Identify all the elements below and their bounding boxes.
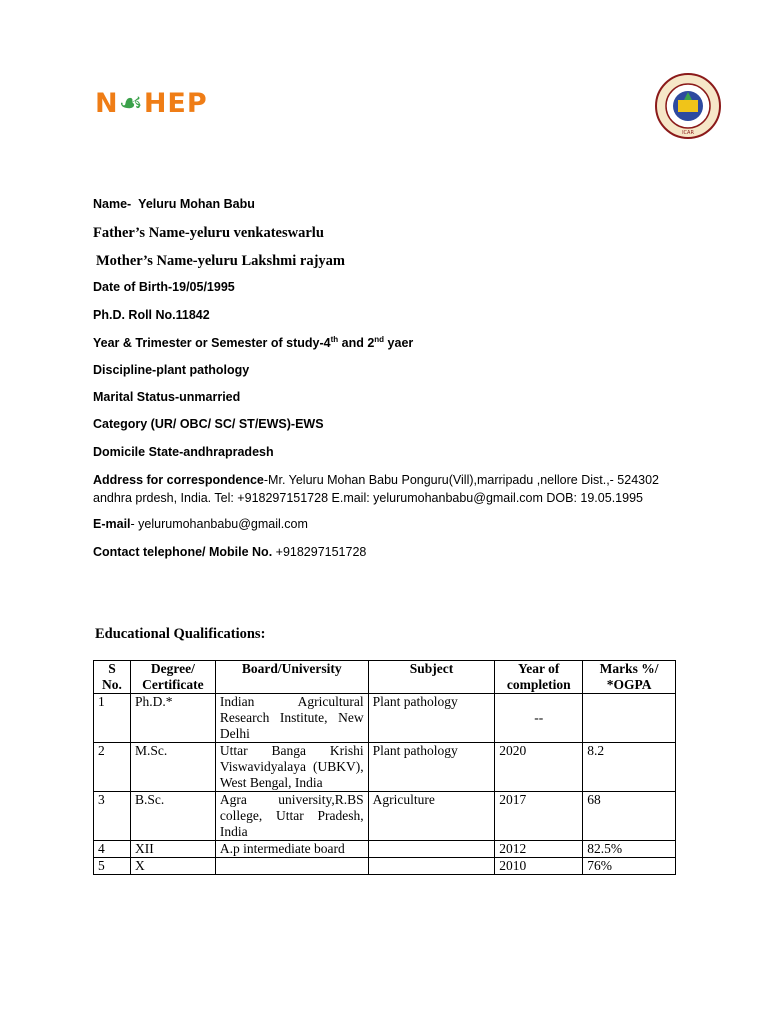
name-value: Yeluru Mohan Babu xyxy=(138,197,255,211)
cell-board: Uttar Banga Krishi Viswavidyalaya (UBKV), West Bengal, India xyxy=(215,743,368,792)
cell-degree: Ph.D.* xyxy=(130,694,215,743)
phone-label: Contact telephone/ Mobile No. xyxy=(93,545,273,559)
phone-value: +918297151728 xyxy=(272,545,367,559)
cell-marks: 82.5% xyxy=(583,841,676,858)
header-marks: Marks %/ *OGPA xyxy=(583,661,676,694)
header-subject: Subject xyxy=(368,661,495,694)
table-header-row xyxy=(94,661,676,694)
date-of-birth: Date of Birth-19/05/1995 xyxy=(93,280,235,294)
table-row xyxy=(94,792,676,841)
header-board: Board/University xyxy=(215,661,368,694)
discipline: Discipline-plant pathology xyxy=(93,363,250,377)
father-name: Father’s Name-yeluru venkateswarlu xyxy=(93,225,324,241)
cell-sno: 4 xyxy=(94,841,131,858)
nahep-logo: N☙HEP xyxy=(95,88,208,119)
cell-year: 2010 xyxy=(495,858,583,875)
category: Category (UR/ OBC/ SC/ ST/EWS)-EWS xyxy=(93,417,324,431)
mother-name: Mother’s Name-yeluru Lakshmi rajyam xyxy=(96,253,346,269)
cell-subject: Agriculture xyxy=(368,792,495,841)
cell-marks: 68 xyxy=(583,792,676,841)
address-label: Address for correspondence xyxy=(93,473,264,487)
address-value: -Mr. Yeluru Mohan Babu Ponguru(Vill),marripadu ,nellore Dist.,- 524302 andhra prdesh, India. Tel: +918297151728 E.mail: yelurumohanbabu@gmail.com DOB: 19.05.1995 xyxy=(93,473,660,505)
phd-roll-number: Ph.D. Roll No.11842 xyxy=(93,308,210,322)
cell-subject xyxy=(368,841,495,858)
email-value: - yelurumohanbabu@gmail.com xyxy=(130,517,308,531)
name-label: Name- xyxy=(93,197,132,211)
cell-year: 2017 xyxy=(495,792,583,841)
name-line xyxy=(93,197,255,211)
table-row xyxy=(94,694,676,743)
cell-degree: M.Sc. xyxy=(130,743,215,792)
svg-text:ICAR: ICAR xyxy=(682,130,694,136)
table-row xyxy=(94,841,676,858)
cell-subject xyxy=(368,858,495,875)
cell-board xyxy=(215,858,368,875)
address-block xyxy=(93,471,693,507)
education-title: Educational Qualifications: xyxy=(95,626,266,642)
phone-line xyxy=(93,545,366,559)
cell-degree: XII xyxy=(130,841,215,858)
education-table xyxy=(93,660,676,875)
leaf-icon: ☙ xyxy=(118,88,144,119)
cell-subject: Plant pathology xyxy=(368,743,495,792)
table-row xyxy=(94,858,676,875)
university-seal xyxy=(654,72,722,140)
table-row xyxy=(94,743,676,792)
email-line xyxy=(93,517,308,531)
cell-board: Agra university,R.BS college, Uttar Pradesh, India xyxy=(215,792,368,841)
cell-degree: B.Sc. xyxy=(130,792,215,841)
cell-marks: 8.2 xyxy=(583,743,676,792)
header-degree: Degree/ Certificate xyxy=(130,661,215,694)
cell-marks xyxy=(583,694,676,743)
cell-year: -- xyxy=(495,694,583,743)
cell-year: 2012 xyxy=(495,841,583,858)
cell-board: Indian Agricultural Research Institute, New Delhi xyxy=(215,694,368,743)
year-of-study: Year & Trimester or Semester of study-4th and 2nd yaer xyxy=(93,335,414,351)
cell-sno: 1 xyxy=(94,694,131,743)
header-sno: S No. xyxy=(94,661,131,694)
cell-year: 2020 xyxy=(495,743,583,792)
cell-subject: Plant pathology xyxy=(368,694,495,743)
header-year: Year of completion xyxy=(495,661,583,694)
cell-sno: 3 xyxy=(94,792,131,841)
cell-sno: 2 xyxy=(94,743,131,792)
marital-status: Marital Status-unmarried xyxy=(93,390,241,404)
email-label: E-mail xyxy=(93,517,131,531)
cell-sno: 5 xyxy=(94,858,131,875)
cell-board: A.p intermediate board xyxy=(215,841,368,858)
domicile-state: Domicile State-andhrapradesh xyxy=(93,445,274,459)
cell-degree: X xyxy=(130,858,215,875)
cell-marks: 76% xyxy=(583,858,676,875)
